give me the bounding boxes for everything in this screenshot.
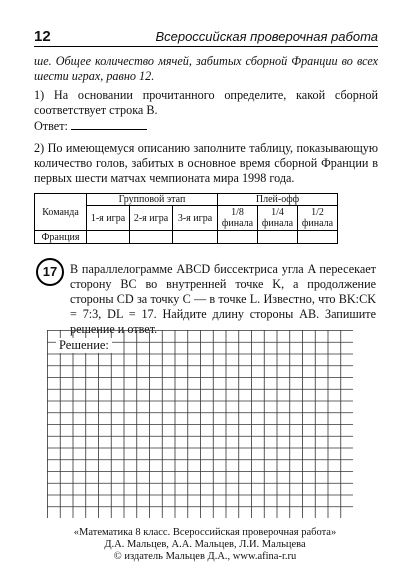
footer-authors: Д.А. Мальцев, А.А. Мальцев, Л.И. Мальцева xyxy=(104,539,306,550)
team-cell: Франция xyxy=(35,231,87,244)
game-1-header: 1-я игра xyxy=(87,206,130,231)
question-2: 2) По имеющемуся описанию заполните таблицу, показывающую количество голов, забитых в основное время сборной Франции в первых шести матчах чемпионата мира 1998 года. xyxy=(34,141,378,185)
playoff-round-header xyxy=(298,206,338,231)
playoff-round-word: финала xyxy=(301,218,334,229)
answer-cell[interactable] xyxy=(130,231,173,244)
question-1: 1) На основании прочитанного определите, какой сборной соответствует строка В. xyxy=(34,88,378,117)
footer-title: «Математика 8 класс. Всероссийская проверочная работа» xyxy=(73,527,337,538)
page-header xyxy=(34,28,378,46)
answer-cell[interactable] xyxy=(173,231,218,244)
footer-publisher: © издатель Мальцев Д.А., www.afina-r.ru xyxy=(113,551,297,562)
page-number: 12 xyxy=(34,28,51,45)
continuation-text: ше. Общее количество мячей, забитых сборной Франции во всех шести играх, равно 12. xyxy=(34,54,378,83)
answer-label: Ответ: xyxy=(34,119,68,133)
running-title: Всероссийская проверочная работа xyxy=(155,29,378,44)
answer-cell[interactable] xyxy=(87,231,130,244)
header-divider xyxy=(34,46,378,47)
group-stage-header: Групповой этап xyxy=(87,194,218,206)
playoff-round-fraction: 1/4 xyxy=(271,207,284,218)
answer-cell[interactable] xyxy=(298,231,338,244)
task-17-text: В параллелограмме ABCD биссектриса угла A пересекает сторону BC во внутренней точке K, а продолжение стороны CD за точку C — в точке L. Известно, что BK:CK = 7:3, DL = 17. Найдите длину стороны AB. Запишите решение и ответ. xyxy=(70,262,376,336)
playoff-round-word: финала xyxy=(261,218,294,229)
playoff-header: Плей-офф xyxy=(218,194,338,206)
solution-label: Решение: xyxy=(56,338,112,353)
task-number-badge: 17 xyxy=(36,258,64,286)
answer-blank[interactable] xyxy=(71,119,147,130)
game-3-header: 3-я игра xyxy=(173,206,218,231)
playoff-round-fraction: 1/8 xyxy=(231,207,244,218)
goals-table xyxy=(34,193,338,244)
game-2-header: 2-я игра xyxy=(130,206,173,231)
team-header: Команда xyxy=(35,194,87,231)
answer-cell[interactable] xyxy=(218,231,258,244)
playoff-round-header xyxy=(258,206,298,231)
playoff-round-word: финала xyxy=(221,218,254,229)
answer-cell[interactable] xyxy=(258,231,298,244)
playoff-round-fraction: 1/2 xyxy=(311,207,324,218)
playoff-round-header xyxy=(218,206,258,231)
answer-line xyxy=(34,119,378,134)
solution-grid[interactable] xyxy=(47,330,353,518)
